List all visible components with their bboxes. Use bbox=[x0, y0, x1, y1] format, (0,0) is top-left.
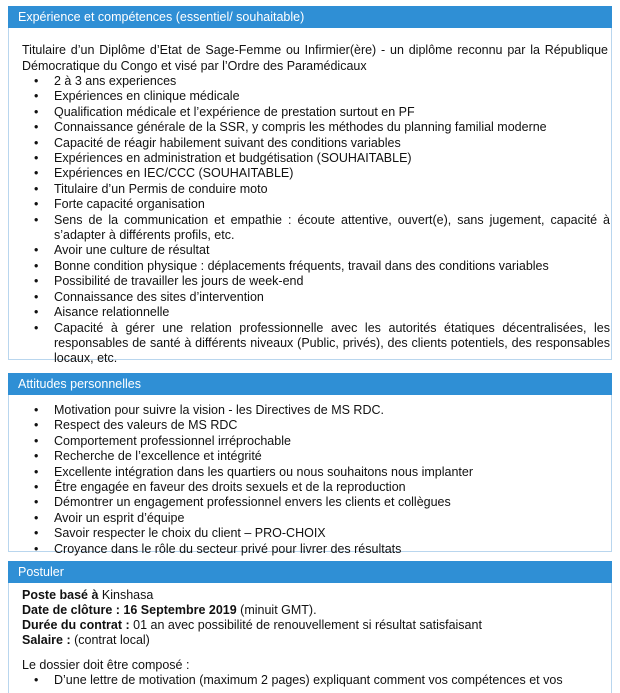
attitude-item bbox=[20, 449, 610, 464]
attitude-item bbox=[20, 526, 610, 541]
list-item-text: Aisance relationnelle bbox=[54, 305, 170, 320]
experience-item bbox=[20, 136, 610, 151]
experience-item bbox=[20, 89, 610, 104]
list-item-text: Expériences en administration et budgétisation (SOUHAITABLE) bbox=[54, 151, 412, 166]
dossier-item bbox=[20, 673, 610, 688]
section-title: Expérience et compétences (essentiel/ souhaitable) bbox=[18, 10, 305, 24]
bullet-icon: • bbox=[34, 418, 39, 433]
list-item-text: Forte capacité organisation bbox=[54, 197, 205, 212]
experience-item bbox=[20, 166, 610, 181]
list-item-text: Avoir une culture de résultat bbox=[54, 243, 210, 258]
list-item-text: D’une lettre de motivation (maximum 2 pages) expliquant comment vos compétences et vos bbox=[54, 673, 563, 687]
bullet-icon: • bbox=[34, 104, 39, 119]
bullet-icon: • bbox=[34, 197, 39, 212]
deadline-value: (minuit GMT). bbox=[236, 603, 317, 617]
list-item-text: 2 à 3 ans experiences bbox=[54, 74, 177, 88]
bullet-icon: • bbox=[34, 320, 39, 335]
section-header-apply bbox=[8, 561, 612, 583]
bullet-icon: • bbox=[34, 673, 39, 687]
salary-value: (contrat local) bbox=[70, 633, 150, 647]
list-item-text: Connaissance générale de la SSR, y compris les méthodes du planning familial moderne bbox=[54, 120, 547, 135]
bullet-icon: • bbox=[34, 181, 39, 196]
list-item-text: Savoir respecter le choix du client – PRO-CHOIX bbox=[54, 526, 326, 541]
dossier-list bbox=[20, 673, 610, 688]
deadline-line bbox=[22, 603, 608, 618]
bullet-icon: • bbox=[34, 403, 39, 417]
section-title: Postuler bbox=[18, 565, 64, 579]
experience-item bbox=[20, 274, 610, 289]
list-item-text: Avoir un esprit d’équipe bbox=[54, 510, 185, 525]
bullet-icon: • bbox=[34, 526, 39, 541]
bullet-icon: • bbox=[34, 166, 39, 181]
bullet-icon: • bbox=[34, 433, 39, 448]
bullet-icon: • bbox=[34, 258, 39, 273]
bullet-icon: • bbox=[34, 212, 39, 227]
list-item-text: Respect des valeurs de MS RDC bbox=[54, 418, 238, 433]
attitude-item bbox=[20, 511, 610, 526]
experience-item bbox=[20, 120, 610, 135]
experience-item bbox=[20, 305, 610, 320]
experience-item bbox=[20, 213, 610, 244]
deadline-label: Date de clôture : 16 Septembre 2019 bbox=[22, 603, 237, 617]
section-header-experience bbox=[8, 6, 612, 28]
experience-item bbox=[20, 197, 610, 212]
bullet-icon: • bbox=[34, 541, 39, 556]
experience-item bbox=[20, 259, 610, 274]
bullet-icon: • bbox=[34, 135, 39, 150]
salary-line bbox=[22, 633, 608, 648]
attitudes-list bbox=[20, 403, 610, 557]
duration-value: 01 an avec possibilité de renouvellement si résultat satisfaisant bbox=[129, 618, 482, 632]
qualification-paragraph: Titulaire d’un Diplôme d’Etat de Sage-Femme ou Infirmier(ère) - un diplôme reconnu par la République Démocratique du Congo et visé par l’Ordre des Paramédicaux bbox=[22, 43, 608, 73]
list-item-text: Excellente intégration dans les quartiers ou nous souhaitons nous implanter bbox=[54, 464, 474, 479]
attitude-item bbox=[20, 403, 610, 418]
post-value: Kinshasa bbox=[98, 588, 154, 602]
experience-item bbox=[20, 105, 610, 120]
list-item-text: Possibilité de travailler les jours de week-end bbox=[54, 274, 304, 289]
list-item-text: Capacité à gérer une relation professionnelle avec les autorités étatiques décentralisées, les responsables de santé à différents niveaux (Public, privés), des clients potentiels, des responsables locaux, etc. bbox=[54, 320, 610, 366]
attitude-item bbox=[20, 495, 610, 510]
bullet-icon: • bbox=[34, 495, 39, 510]
experience-item bbox=[20, 74, 610, 89]
list-item-text: Expériences en IEC/CCC (SOUHAITABLE) bbox=[54, 166, 294, 181]
experience-item bbox=[20, 243, 610, 258]
bullet-icon: • bbox=[34, 510, 39, 525]
bullet-icon: • bbox=[34, 243, 39, 258]
experience-item bbox=[20, 290, 610, 305]
bullet-icon: • bbox=[34, 74, 39, 88]
attitude-item bbox=[20, 542, 610, 557]
attitude-item bbox=[20, 465, 610, 480]
experience-item bbox=[20, 151, 610, 166]
bullet-icon: • bbox=[34, 89, 39, 104]
list-item-text: Être engagée en faveur des droits sexuels et de la reproduction bbox=[54, 480, 406, 495]
attitude-item bbox=[20, 418, 610, 433]
post-location-line bbox=[22, 588, 608, 603]
experience-list bbox=[20, 74, 610, 367]
bullet-icon: • bbox=[34, 449, 39, 464]
list-item-text: Capacité de réagir habilement suivant des conditions variables bbox=[54, 135, 401, 150]
salary-label: Salaire : bbox=[22, 633, 71, 647]
attitude-item bbox=[20, 480, 610, 495]
list-item-text: Titulaire d’un Permis de conduire moto bbox=[54, 181, 268, 196]
attitude-item bbox=[20, 434, 610, 449]
bullet-icon: • bbox=[34, 151, 39, 166]
bullet-icon: • bbox=[34, 289, 39, 304]
list-item-text: Motivation pour suivre la vision - les Directives de MS RDC. bbox=[54, 403, 384, 417]
list-item-text: Démontrer un engagement professionnel envers les clients et collègues bbox=[54, 495, 451, 510]
bullet-icon: • bbox=[34, 305, 39, 320]
list-item-text: Qualification médicale et l’expérience de prestation surtout en PF bbox=[54, 104, 415, 119]
experience-item bbox=[20, 321, 610, 367]
section-header-attitudes bbox=[8, 373, 612, 395]
bullet-icon: • bbox=[34, 480, 39, 495]
section-title: Attitudes personnelles bbox=[18, 377, 141, 391]
bullet-icon: • bbox=[34, 464, 39, 479]
bullet-icon: • bbox=[34, 274, 39, 289]
bullet-icon: • bbox=[34, 120, 39, 135]
list-item-text: Croyance dans le rôle du secteur privé pour livrer des résultats bbox=[54, 541, 402, 556]
experience-item bbox=[20, 182, 610, 197]
list-item-text: Recherche de l’excellence et intégrité bbox=[54, 449, 262, 464]
dossier-intro: Le dossier doit être composé : bbox=[22, 658, 190, 672]
list-item-text: Connaissance des sites d’intervention bbox=[54, 289, 264, 304]
duration-line bbox=[22, 618, 608, 633]
post-label: Poste basé à bbox=[22, 588, 99, 602]
duration-label: Durée du contrat : bbox=[22, 618, 130, 632]
list-item-text: Sens de la communication et empathie : écoute attentive, ouvert(e), sans jugement, capacité à s’adapter à différents profils, etc. bbox=[54, 212, 610, 243]
list-item-text: Bonne condition physique : déplacements fréquents, travail dans des conditions variables bbox=[54, 258, 549, 273]
list-item-text: Comportement professionnel irréprochable bbox=[54, 433, 291, 448]
list-item-text: Expériences en clinique médicale bbox=[54, 89, 240, 104]
